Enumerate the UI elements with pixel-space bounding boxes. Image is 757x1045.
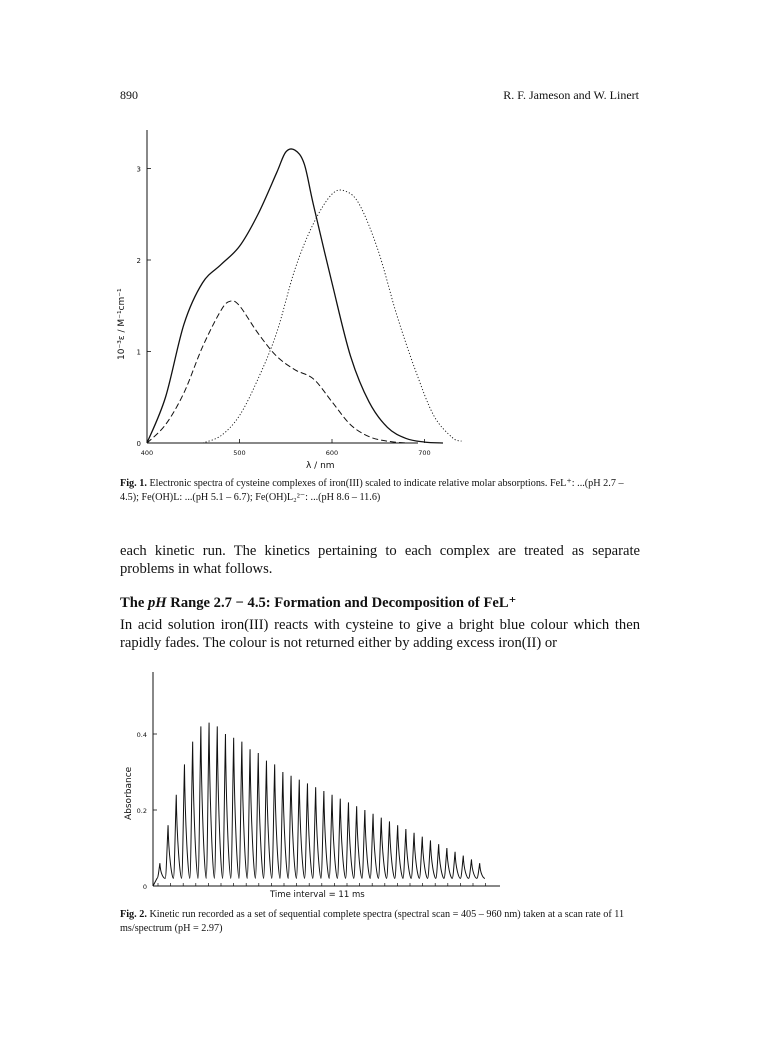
fig2-y-tick-label: 0	[142, 883, 147, 891]
fig1-y-tick-label: 0	[136, 440, 141, 448]
page-number: 890	[120, 88, 138, 102]
fig1-y-tick-label: 1	[136, 348, 141, 357]
fig1-series-dotted	[203, 190, 462, 443]
figure-1-caption	[120, 477, 640, 505]
fig1-caption-text: Electronic spectra of cysteine complexes of iron(III) scaled to indicate relative molar absorptions. FeL⁺: ...(pH 2.7 – 4.5); Fe(OH)L: ...(pH 5.1 – 6.7); Fe(OH)L₂²⁻: ...(pH 8.6 – 11.6)	[120, 478, 624, 503]
fig1-x-tick-label: 400	[140, 449, 154, 457]
fig1-x-tick-label: 700	[418, 449, 431, 457]
fig1-caption-label: Fig. 1.	[120, 478, 147, 489]
fig2-series	[153, 723, 485, 886]
fig2-y-tick-label: 0.2	[136, 807, 147, 815]
fig1-y-tick-label: 3	[136, 165, 141, 174]
fig1-x-label: λ / nm	[306, 461, 335, 471]
fig1-y-label: 10⁻³ε / M⁻¹cm⁻¹	[117, 288, 127, 360]
fig2-caption-text: Kinetic run recorded as a set of sequential complete spectra (spectral scan = 405 – 960 nm) taken at a scan rate of 11 ms/spectrum (pH = 2.97)	[120, 909, 625, 934]
fig2-caption-label: Fig. 2.	[120, 909, 147, 920]
section-heading: The pH Range 2.7 − 4.5: Formation and Decomposition of FeL⁺	[120, 595, 517, 611]
fig1-x-tick-label: 600	[325, 449, 339, 457]
fig1-y-tick-label: 2	[136, 257, 141, 265]
running-head: R. F. Jameson and W. Linert	[503, 88, 639, 102]
fig1-series-dashed	[147, 301, 406, 443]
fig2-x-label: Time interval = 11 ms	[270, 890, 365, 900]
fig1-series-solid	[147, 149, 443, 443]
paragraph-1: each kinetic run. The kinetics pertaining to each complex are treated as separate problems in what follows.	[120, 543, 640, 577]
fig2-y-label: Absorbance	[124, 766, 134, 820]
figure-2-caption	[120, 908, 640, 936]
paragraph-2: In acid solution iron(III) reacts with cysteine to give a bright blue colour which then rapidly fades. The colour is not returned either by adding excess iron(II) or	[120, 617, 640, 651]
fig1-x-tick-label: 500	[233, 449, 246, 457]
fig2-y-tick-label: 0.4	[136, 731, 147, 739]
